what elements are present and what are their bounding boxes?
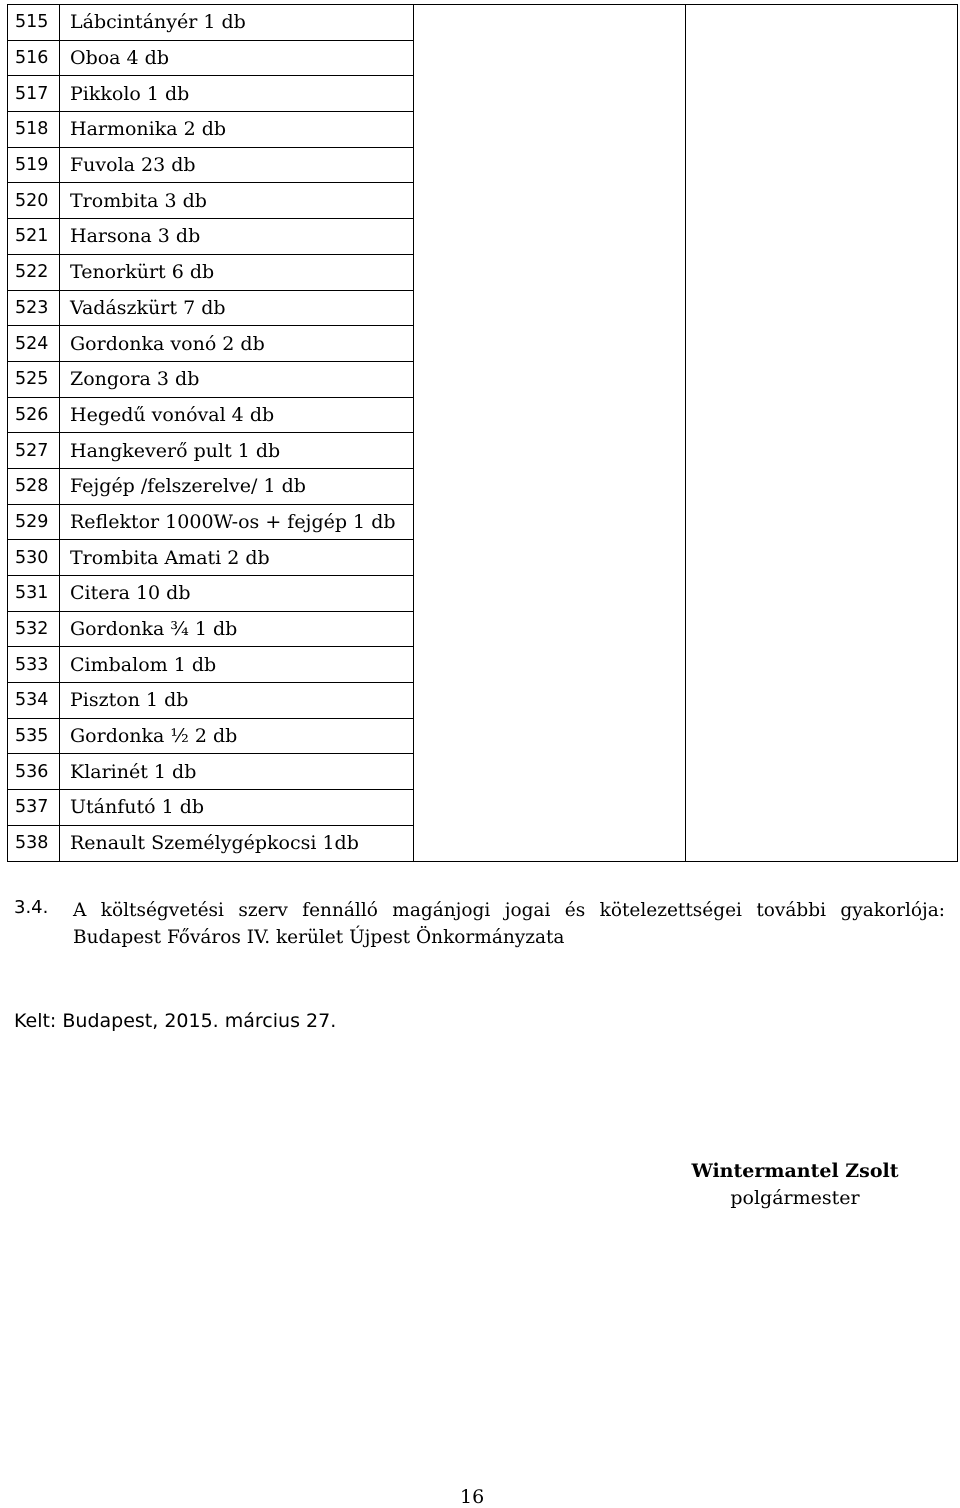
row-description: Lábcintányér 1 db bbox=[60, 5, 414, 41]
row-description: Gordonka ½ 2 db bbox=[60, 718, 414, 754]
row-description: Zongora 3 db bbox=[60, 361, 414, 397]
row-number: 527 bbox=[8, 433, 60, 469]
row-description: Reflektor 1000W-os + fejgép 1 db bbox=[60, 504, 414, 540]
row-number: 522 bbox=[8, 254, 60, 290]
row-number: 520 bbox=[8, 183, 60, 219]
inventory-table bbox=[7, 4, 958, 862]
row-description: Citera 10 db bbox=[60, 576, 414, 612]
row-description: Utánfutó 1 db bbox=[60, 790, 414, 826]
row-number: 534 bbox=[8, 683, 60, 719]
row-description: Hegedű vonóval 4 db bbox=[60, 397, 414, 433]
row-number: 525 bbox=[8, 361, 60, 397]
row-number: 535 bbox=[8, 718, 60, 754]
empty-column-2 bbox=[686, 5, 958, 862]
row-number: 523 bbox=[8, 290, 60, 326]
row-description: Gordonka vonó 2 db bbox=[60, 326, 414, 362]
row-description: Pikkolo 1 db bbox=[60, 76, 414, 112]
row-number: 537 bbox=[8, 790, 60, 826]
row-number: 538 bbox=[8, 825, 60, 861]
section-number: 3.4. bbox=[14, 897, 49, 918]
row-number: 521 bbox=[8, 219, 60, 255]
row-description: Trombita Amati 2 db bbox=[60, 540, 414, 576]
row-description: Hangkeverő pult 1 db bbox=[60, 433, 414, 469]
row-number: 531 bbox=[8, 576, 60, 612]
row-number: 536 bbox=[8, 754, 60, 790]
row-number: 530 bbox=[8, 540, 60, 576]
row-number: 517 bbox=[8, 76, 60, 112]
row-number: 519 bbox=[8, 147, 60, 183]
row-number: 528 bbox=[8, 468, 60, 504]
row-description: Gordonka ¾ 1 db bbox=[60, 611, 414, 647]
row-description: Oboa 4 db bbox=[60, 40, 414, 76]
signature-block bbox=[660, 1158, 930, 1212]
row-description: Renault Személygépkocsi 1db bbox=[60, 825, 414, 861]
row-number: 518 bbox=[8, 112, 60, 148]
row-description: Fuvola 23 db bbox=[60, 147, 414, 183]
signer-name: Wintermantel Zsolt bbox=[691, 1160, 899, 1182]
row-description: Trombita 3 db bbox=[60, 183, 414, 219]
row-number: 529 bbox=[8, 504, 60, 540]
row-description: Harmonika 2 db bbox=[60, 112, 414, 148]
row-number: 515 bbox=[8, 5, 60, 41]
row-number: 526 bbox=[8, 397, 60, 433]
row-number: 524 bbox=[8, 326, 60, 362]
row-description: Cimbalom 1 db bbox=[60, 647, 414, 683]
section-text: A költségvetési szerv fennálló magánjogi jogai és kötelezettségei további gyakorlója: Budapest Főváros IV. kerület Újpest Önkormányzata bbox=[73, 900, 945, 948]
inventory-body bbox=[8, 5, 958, 862]
row-number: 516 bbox=[8, 40, 60, 76]
row-number: 533 bbox=[8, 647, 60, 683]
empty-column-1 bbox=[414, 5, 686, 862]
row-description: Piszton 1 db bbox=[60, 683, 414, 719]
row-description: Klarinét 1 db bbox=[60, 754, 414, 790]
page-number: 16 bbox=[460, 1486, 485, 1508]
signer-title: polgármester bbox=[730, 1187, 860, 1209]
row-description: Tenorkürt 6 db bbox=[60, 254, 414, 290]
row-description: Vadászkürt 7 db bbox=[60, 290, 414, 326]
row-description: Fejgép /felszerelve/ 1 db bbox=[60, 468, 414, 504]
row-number: 532 bbox=[8, 611, 60, 647]
date-line: Kelt: Budapest, 2015. március 27. bbox=[14, 1010, 337, 1032]
row-description: Harsona 3 db bbox=[60, 219, 414, 255]
table-row bbox=[8, 5, 958, 41]
